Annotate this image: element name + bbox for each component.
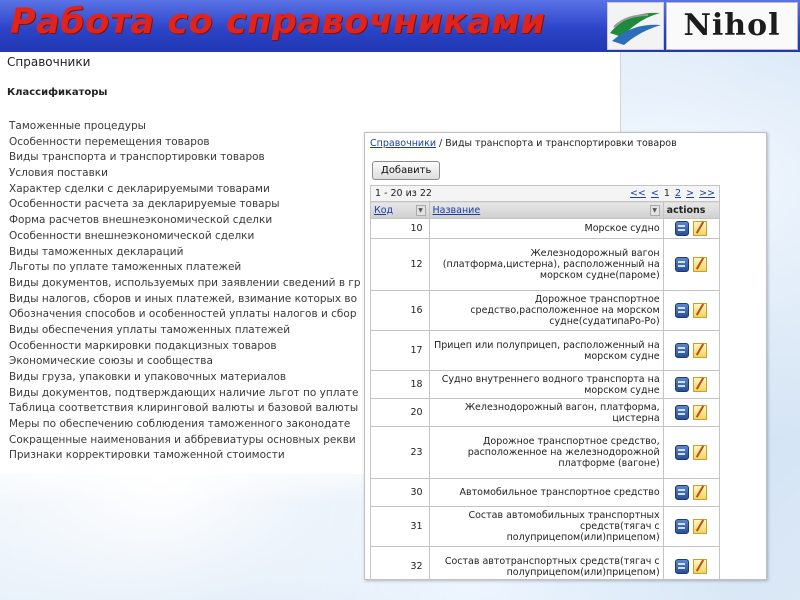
classifier-link[interactable]: Форма расчетов внешнеэкономической сделки [9, 214, 273, 227]
cell-actions [663, 291, 719, 331]
edit-record-icon[interactable] [693, 519, 707, 534]
edit-record-icon[interactable] [693, 405, 707, 420]
classifier-link[interactable]: Виды документов, используемых при заявлении сведений в гр [9, 276, 361, 289]
cell-name: Дорожное транспортное средство, расположенное на железнодорожной платформе (вагоне) [429, 427, 663, 479]
pager-next-link[interactable]: > [686, 188, 695, 199]
view-record-icon[interactable] [675, 519, 689, 534]
cell-code: 20 [371, 399, 430, 427]
view-record-icon[interactable] [675, 405, 689, 420]
pager [628, 188, 715, 199]
title-bar [0, 0, 800, 52]
edit-record-icon[interactable] [693, 257, 707, 272]
table-row [371, 331, 720, 371]
classifier-link[interactable]: Таблица соответствия клиринговой валюты и базовой валюты [9, 402, 359, 415]
view-record-icon[interactable] [675, 445, 689, 460]
cell-name: Состав автомобильных транспортных средств(тягач с полуприцепом(или)прицепом) [429, 507, 663, 547]
view-record-icon[interactable] [675, 559, 689, 574]
classifier-link[interactable]: Особенности маркировки подакцизных товаров [9, 339, 277, 352]
cell-code: 32 [371, 547, 430, 581]
table-row [371, 239, 720, 291]
edit-record-icon[interactable] [693, 445, 707, 460]
classifier-link[interactable]: Условия поставки [9, 167, 108, 180]
cell-name: Состав автотранспортных средств(тягач с полуприцепом(или)прицепом) [429, 547, 663, 581]
classifier-link[interactable]: Виды таможенных деклараций [9, 245, 184, 258]
classifier-link[interactable]: Характер сделки с декларируемыми товарами [9, 182, 270, 195]
edit-record-icon[interactable] [693, 559, 707, 574]
pager-current-page: 1 [663, 188, 670, 199]
breadcrumb-current: Виды транспорта и транспортировки товаров [445, 138, 677, 149]
page-title: Работа со справочниками [10, 2, 546, 42]
classifier-link[interactable]: Виды документов, подтверждающих наличие льгот по уплате [9, 386, 359, 399]
classifier-link[interactable]: Таможенные процедуры [9, 120, 146, 132]
classifiers-heading: Классификаторы [7, 87, 108, 98]
classifier-link[interactable]: Особенности перемещения товаров [9, 135, 210, 148]
cell-name: Судно внутреннего водного транспорта на морском судне [429, 371, 663, 399]
table-row [371, 219, 720, 239]
transport-types-table [370, 185, 720, 580]
view-record-icon[interactable] [675, 377, 689, 392]
pager-last-link[interactable]: >> [699, 188, 715, 199]
table-row [371, 427, 720, 479]
edit-record-icon[interactable] [693, 343, 707, 358]
edit-record-icon[interactable] [693, 377, 707, 392]
breadcrumb-link-directories[interactable]: Справочники [370, 138, 437, 149]
classifier-link[interactable]: Обозначения способов и особенностей уплаты налогов и сбор [9, 308, 357, 321]
table-row [371, 371, 720, 399]
view-record-icon[interactable] [675, 343, 689, 358]
edit-record-icon[interactable] [693, 303, 707, 318]
pager-first-link[interactable]: << [629, 188, 646, 199]
column-header-name[interactable] [429, 202, 663, 219]
breadcrumb-separator: / [436, 138, 446, 149]
pager-page-2-link[interactable]: 2 [675, 188, 682, 199]
classifier-link[interactable]: Виды груза, упаковки и упаковочных материалов [9, 371, 287, 383]
view-record-icon[interactable] [675, 257, 689, 272]
table-header-row [371, 202, 720, 219]
directories-title: Справочники [7, 55, 91, 69]
table-row [371, 547, 720, 581]
pager-row [371, 186, 720, 202]
add-button[interactable]: Добавить [372, 161, 440, 180]
classifier-list [9, 119, 361, 464]
sort-arrow-icon[interactable]: ▼ [416, 205, 426, 216]
logo-wordmark: Nihol [666, 2, 798, 50]
table-row [371, 479, 720, 507]
cell-actions [663, 239, 719, 291]
view-record-icon[interactable] [675, 485, 689, 500]
cell-name: Железнодорожный вагон, платформа, цистерна [429, 399, 663, 427]
cell-code: 12 [371, 239, 430, 291]
cell-actions [663, 399, 719, 427]
cell-code: 31 [371, 507, 430, 547]
view-record-icon[interactable] [675, 221, 689, 236]
breadcrumb [370, 138, 677, 149]
cell-code: 18 [371, 371, 430, 399]
classifier-link[interactable]: Признаки корректировки таможенной стоимости [9, 449, 285, 462]
cell-actions [663, 547, 719, 581]
cell-name: Прицеп или полуприцеп, расположенный на морском судне [429, 331, 663, 371]
cell-code: 16 [371, 291, 430, 331]
edit-record-icon[interactable] [693, 485, 707, 500]
classifier-link[interactable]: Особенности расчета за декларируемые товары [9, 198, 280, 211]
table-row [371, 291, 720, 331]
view-record-icon[interactable] [675, 303, 689, 318]
pager-info: 1 - 20 из 22 [375, 188, 432, 199]
classifier-link[interactable]: Виды налогов, сборов и иных платежей, взимание которых во [9, 292, 358, 305]
column-header-code-link[interactable]: Код [374, 204, 394, 216]
cell-code: 10 [371, 219, 430, 239]
cell-actions [663, 479, 719, 507]
cell-code: 30 [371, 479, 430, 507]
table-row [371, 399, 720, 427]
column-header-name-link[interactable]: Название [432, 204, 481, 216]
cell-actions [663, 507, 719, 547]
edit-record-icon[interactable] [693, 221, 707, 236]
cell-actions [663, 427, 719, 479]
classifier-link[interactable]: Виды обеспечения уплаты таможенных платежей [9, 323, 291, 336]
cell-actions [663, 331, 719, 371]
classifier-link[interactable]: Меры по обеспечению соблюдения таможенного законодате [9, 418, 351, 431]
cell-code: 17 [371, 331, 430, 371]
logo-emblem-icon [607, 2, 664, 50]
column-header-actions: actions [663, 202, 719, 219]
table-row [371, 507, 720, 547]
classifier-link[interactable]: Сокращенные наименования и аббревиатуры основных рекви [9, 433, 356, 446]
cell-code: 23 [371, 427, 430, 479]
cell-name: Морское судно [429, 219, 663, 239]
cell-name: Дорожное транспортное средство,расположенное на морском судне(судатипаРо-Ро) [429, 291, 663, 331]
column-header-code[interactable] [371, 202, 430, 219]
pager-prev-link[interactable]: < [650, 188, 659, 199]
sort-arrow-icon[interactable]: ▼ [650, 205, 660, 216]
cell-name: Автомобильное транспортное средство [429, 479, 663, 507]
cell-name: Железнодорожный вагон (платформа,цистерна), расположенный на морском судне(пароме) [429, 239, 663, 291]
cell-actions [663, 219, 719, 239]
background-fade [0, 462, 366, 504]
classifier-link[interactable]: Виды транспорта и транспортировки товаров [9, 151, 265, 164]
classifier-link[interactable]: Особенности внешнеэкономической сделки [9, 229, 255, 242]
transport-types-window [364, 132, 767, 580]
classifier-link[interactable]: Экономические союзы и сообщества [9, 355, 213, 368]
cell-actions [663, 371, 719, 399]
classifier-link[interactable]: Льготы по уплате таможенных платежей [9, 261, 242, 274]
